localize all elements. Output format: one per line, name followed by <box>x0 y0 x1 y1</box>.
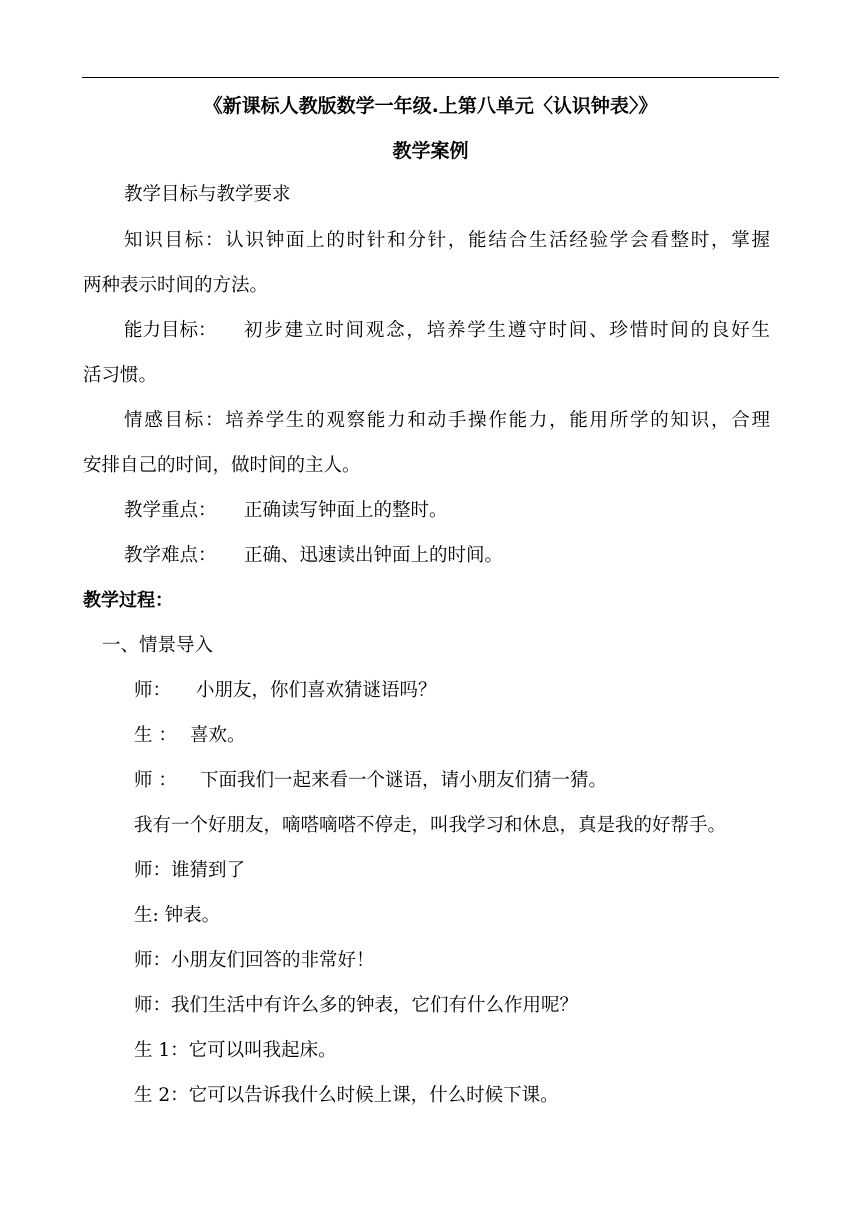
difficulty-label: 教学难点： <box>124 545 217 566</box>
dialogue-line: 师：小朋友们回答的非常好！ <box>134 950 375 971</box>
dialogue-text: 喜欢。 <box>190 725 246 746</box>
section-heading: 一、情景导入 <box>102 635 214 656</box>
dialogue-line: 生: 钟表。 <box>134 905 221 926</box>
ability-goal-label: 能力目标： <box>124 320 217 341</box>
process-heading: 教学过程： <box>83 590 173 611</box>
dialogue-line: 师：谁猜到了 <box>134 860 246 881</box>
document-title: 《新课标人教版数学一年级.上第八单元〈认识钟表〉》 <box>203 95 658 117</box>
document-subtitle: 教学案例 <box>392 140 469 162</box>
dialogue-speaker: 师： <box>134 680 172 701</box>
key-point-label: 教学重点： <box>124 500 217 521</box>
goals-heading: 教学目标与教学要求 <box>124 184 291 205</box>
difficulty-text: 正确、迅速读出钟面上的时间。 <box>244 545 504 566</box>
emotion-goal-line-1: 情感目标：培养学生的观察能力和动手操作能力，能用所学的知识，合理 <box>124 410 770 431</box>
dialogue-line: 师：我们生活中有许么多的钟表，它们有什么作用呢？ <box>134 995 579 1016</box>
key-point-text: 正确读写钟面上的整时。 <box>244 500 448 521</box>
ability-goal-line-2: 活习惯。 <box>83 365 158 386</box>
dialogue-text: 下面我们一起来看一个谜语，请小朋友们猜一猜。 <box>200 770 608 791</box>
dialogue-line: 生 1：它可以叫我起床。 <box>134 1040 337 1061</box>
dialogue-line: 生 2：它可以告诉我什么时候上课，什么时候下课。 <box>134 1085 559 1106</box>
emotion-goal-line-2: 安排自己的时间，做时间的主人。 <box>83 455 361 476</box>
header-rule <box>82 77 779 78</box>
dialogue-speaker: 师 ： <box>134 770 177 791</box>
riddle-text: 我有一个好朋友，嘀嗒嘀嗒不停走，叫我学习和休息，真是我的好帮手。 <box>134 815 727 836</box>
knowledge-goal-line-2: 两种表示时间的方法。 <box>83 275 269 296</box>
knowledge-goal-line-1: 知识目标：认识钟面上的时针和分针，能结合生活经验学会看整时，掌握 <box>124 230 770 251</box>
ability-goal-line-1: 初步建立时间观念，培养学生遵守时间、珍惜时间的良好生 <box>244 320 770 341</box>
dialogue-speaker: 生 ： <box>134 725 177 746</box>
dialogue-text: 小朋友，你们喜欢猜谜语吗？ <box>196 680 437 701</box>
